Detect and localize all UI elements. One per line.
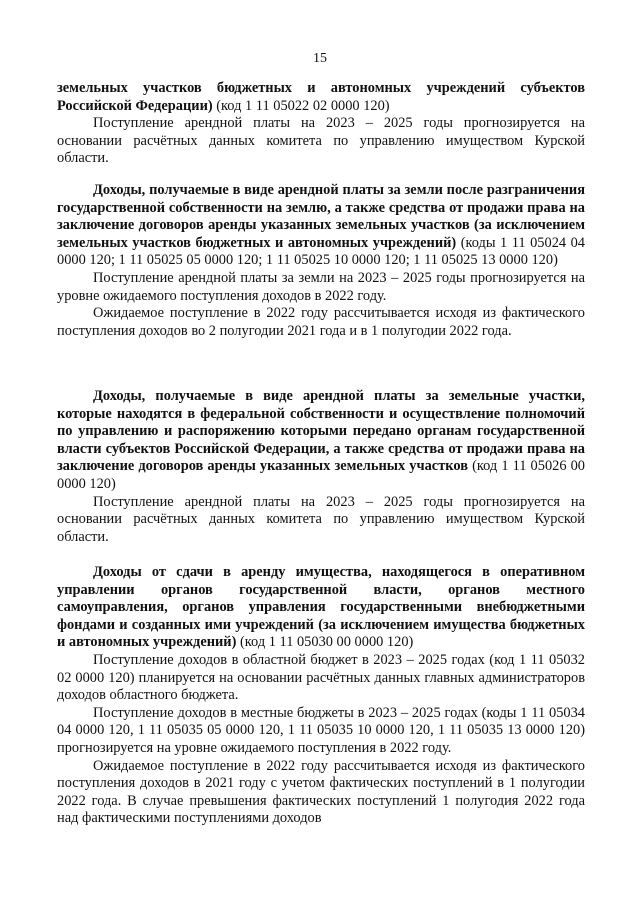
- section-zemli-continuation: [57, 80, 585, 168]
- paragraph-1-code: (код 1 11 05022 02 0000 120): [212, 97, 390, 114]
- paragraph-11: Ожидаемое поступление в 2022 году рассчитывается исходя из фактического поступления доходов в 2021 году с учетом фактических поступлений в 1 полугодии 2022 года. В случае превышения фактических поступлений 1 полугодия 2022 года над фактическими поступлениями доходов: [57, 757, 585, 827]
- paragraph-2: Поступление арендной платы на 2023 – 2025 годы прогнозируется на основании расчётных данных комитета по управлению имуществом Курской области.: [57, 115, 585, 167]
- paragraph-7: Поступление арендной платы на 2023 – 2025 годы прогнозируется на основании расчётных данных комитета по управлению имуществом Курской области.: [57, 493, 585, 545]
- paragraph-8-bold: Доходы от сдачи в аренду имущества, находящегося в оперативном управлении органов государственной власти, органов местного самоуправления, органов управления государственными внебюджетными фондами и созданных ими учреждений (за исключением имущества бюджетных и автономных учреждений): [57, 564, 585, 651]
- section-federal-land: [57, 388, 585, 546]
- section-property-lease: [57, 564, 585, 828]
- paragraph-3-codes: (коды 1 11 05024 04 0000 120; 1 11 05025 05 0000 120; 1 11 05025 10 0000 120; 1 11 05025 13 0000 120): [57, 234, 585, 269]
- paragraph-10: Поступление доходов в местные бюджеты в 2023 – 2025 годах (коды 1 11 05034 04 0000 120, 1 11 05035 05 0000 120, 1 11 05035 10 0000 120, 1 11 05035 13 0000 120) прогнозируется на уровне ожидаемого поступления в 2022 году.: [57, 704, 585, 756]
- paragraph-6: [57, 388, 585, 494]
- paragraph-3: [57, 182, 585, 270]
- page-number: 15: [313, 51, 327, 66]
- paragraph-6-bold: Доходы, получаемые в виде арендной платы за земельные участки, которые находятся в федеральной собственности и осуществление полномочий по управлению и распоряжению которыми передано органам государственной власти субъектов Российской Федерации, а также средства от продажи права на заключение договоров аренды указанных земельных участков: [57, 388, 585, 475]
- paragraph-5: Ожидаемое поступление в 2022 году рассчитывается исходя из фактического поступления доходов во 2 полугодии 2021 года и в 1 полугодии 2022 года.: [57, 305, 585, 339]
- paragraph-8-code: (код 1 11 05030 00 0000 120): [236, 634, 414, 651]
- paragraph-9: Поступление доходов в областной бюджет в 2023 – 2025 годах (код 1 11 05032 02 0000 120) планируется на основании расчётных данных главных администраторов доходов областного бюджета.: [57, 651, 585, 704]
- paragraph-1: [57, 80, 585, 115]
- paragraph-4: Поступление арендной платы за земли на 2023 – 2025 годы прогнозируется на уровне ожидаемого поступления доходов в 2022 году.: [57, 269, 585, 304]
- paragraph-8: [57, 564, 585, 652]
- section-land-lease: [57, 182, 585, 340]
- paragraph-6-code: (код 1 11 05026 00 0000 120): [57, 458, 586, 492]
- paragraph-1-bold: земельных участков бюджетных и автономных учреждений субъектов Российской Федерации): [57, 80, 585, 114]
- paragraph-3-bold: Доходы, получаемые в виде арендной платы за земли после разграничения государственной собственности на землю, а также средства от продажи права на заключение договоров аренды указанных земельных участков (за исключением земельных участков бюджетных и автономных учреждений): [57, 182, 585, 251]
